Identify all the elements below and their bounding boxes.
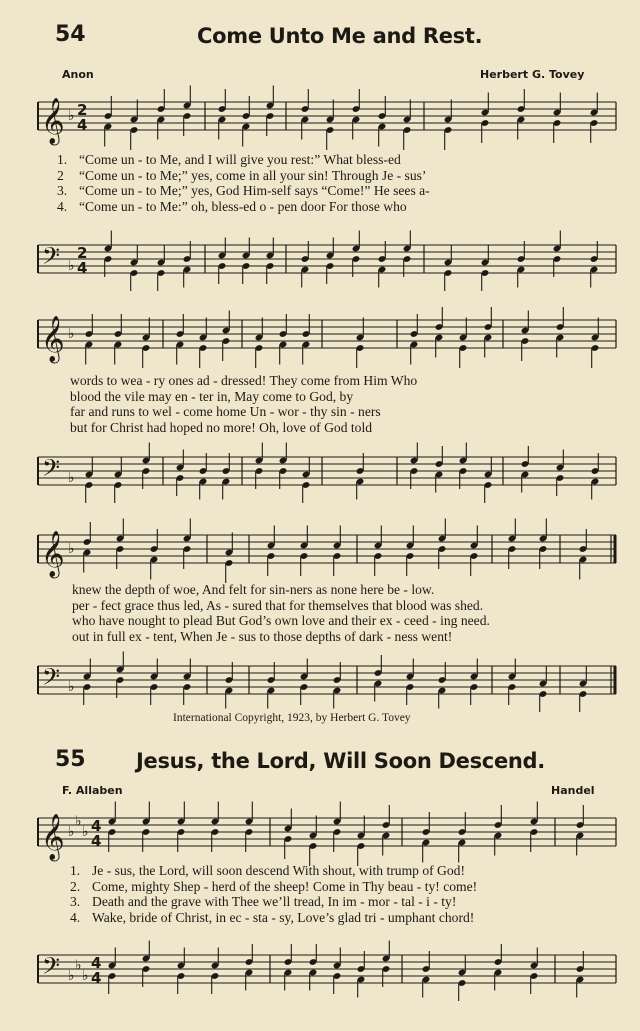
lyric-line: 1. Je - sus, the Lord, will soon descend With shout, with trump of God!	[70, 863, 465, 878]
h54-s1-bass-bass-clef-icon: 𝄢	[42, 242, 61, 275]
h55-s1-treble-time-top: 4	[91, 817, 102, 835]
lyric-line: 2. Come, mighty Shep - herd of the sheep! Come in Thy beau - ty! come!	[70, 878, 478, 894]
hymn-54-title: Come Unto Me and Rest.	[197, 24, 483, 48]
h55-s1-bass-flat-icon: ♭	[82, 968, 89, 984]
hymn-54-copyright: International Copyright, 1923, by Herbert G. Tovey	[173, 712, 411, 724]
h54-s3-treble-flat-icon: ♭	[68, 541, 75, 557]
hymn-54-music-by: Herbert G. Tovey	[480, 68, 585, 81]
h54-s2-bass-flat-icon: ♭	[68, 470, 75, 486]
h55-s1-treble-flat-icon: ♭	[75, 813, 82, 830]
hymn-54-system-2-lyrics	[70, 373, 417, 435]
hymn-54-system-3-lyrics	[72, 582, 490, 644]
h55-s1-treble-treble-clef-icon: 𝄞	[41, 814, 65, 860]
hymn-54-number: 54	[55, 22, 86, 47]
lyric-line: per - fect grace thus led, As - sured that for themselves that blood was shed.	[72, 597, 484, 613]
h54-s3-treble-treble-clef-icon: 𝄞	[41, 531, 65, 577]
h54-s1-treble-flat-icon: ♭	[68, 108, 75, 124]
lyric-line: knew the depth of woe, And felt for sin-ners as none here be - low.	[72, 582, 435, 597]
h55-s1-bass-time-bottom: 4	[91, 969, 102, 987]
h55-s1-bass-time-top: 4	[91, 954, 102, 972]
lyric-line: blood the vile may en - ter in, May come to God, by	[70, 388, 354, 404]
h55-s1-bass-flat-icon: ♭	[68, 968, 75, 984]
lyric-line: 4. “Come un - to Me:” oh, bless-ed o - pen door For those who	[57, 198, 407, 214]
h55-s1-treble-flat-icon: ♭	[68, 824, 75, 840]
h54-s1-bass-time-top: 2	[77, 244, 88, 262]
h54-s1-treble-time-top: 2	[77, 101, 88, 119]
hymn-55-number: 55	[55, 747, 86, 772]
h54-s3-bass-flat-icon: ♭	[68, 679, 75, 695]
hymn-54-system-1-lyrics	[57, 152, 430, 214]
h54-s1-treble-treble-clef-icon: 𝄞	[41, 98, 65, 144]
h54-s3-bass-bass-clef-icon: 𝄢	[42, 663, 61, 696]
h54-s2-bass-bass-clef-icon: 𝄢	[42, 454, 61, 487]
hymn-55-title: Jesus, the Lord, Will Soon Descend.	[136, 749, 545, 773]
lyric-line: who have nought to plead But God’s own love and their ex - ceed - ing need.	[72, 613, 490, 628]
hymn-55-system-1-lyrics	[70, 863, 477, 925]
lyric-line: 3. “Come un - to Me;” yes, God Him-self says “Come!” He sees a-	[57, 183, 430, 198]
h55-s1-bass-flat-icon: ♭	[75, 957, 82, 974]
hymn-55-words-by: F. Allaben	[62, 784, 123, 797]
h54-s1-treble-time-bottom: 4	[77, 116, 88, 134]
h54-s1-bass-time-bottom: 4	[77, 259, 88, 277]
hymn-54-words-by: Anon	[62, 68, 94, 81]
lyric-line: 3. Death and the grave with Thee we’ll tread, In im - mor - tal - i - ty!	[70, 894, 457, 909]
h54-s2-treble-flat-icon: ♭	[68, 326, 75, 342]
h55-s1-treble-flat-icon: ♭	[82, 824, 89, 840]
lyric-line: far and runs to wel - come home Un - wor - thy sin - ners	[70, 404, 381, 419]
lyric-line: out in full ex - tent, When Je - sus to those depths of dark - ness went!	[72, 628, 453, 644]
h55-s1-bass-bass-clef-icon: 𝄢	[42, 952, 61, 985]
hymn-55-music-by: Handel	[551, 784, 595, 797]
lyric-line: 2 “Come un - to Me;” yes, come in all your sin! Through Je - sus’	[57, 167, 427, 183]
h54-s2-treble-treble-clef-icon: 𝄞	[41, 316, 65, 362]
lyric-line: 4. Wake, bride of Christ, in ec - sta - sy, Love’s glad tri - umphant chord!	[70, 909, 475, 925]
lyric-line: 1. “Come un - to Me, and I will give you rest:” What bless-ed	[57, 152, 401, 167]
h55-s1-treble-time-bottom: 4	[91, 832, 102, 850]
lyric-line: but for Christ had hoped no more! Oh, love of God told	[70, 419, 373, 435]
h54-s1-bass-flat-icon: ♭	[68, 258, 75, 274]
lyric-line: words to wea - ry ones ad - dressed! They come from Him Who	[70, 373, 418, 388]
